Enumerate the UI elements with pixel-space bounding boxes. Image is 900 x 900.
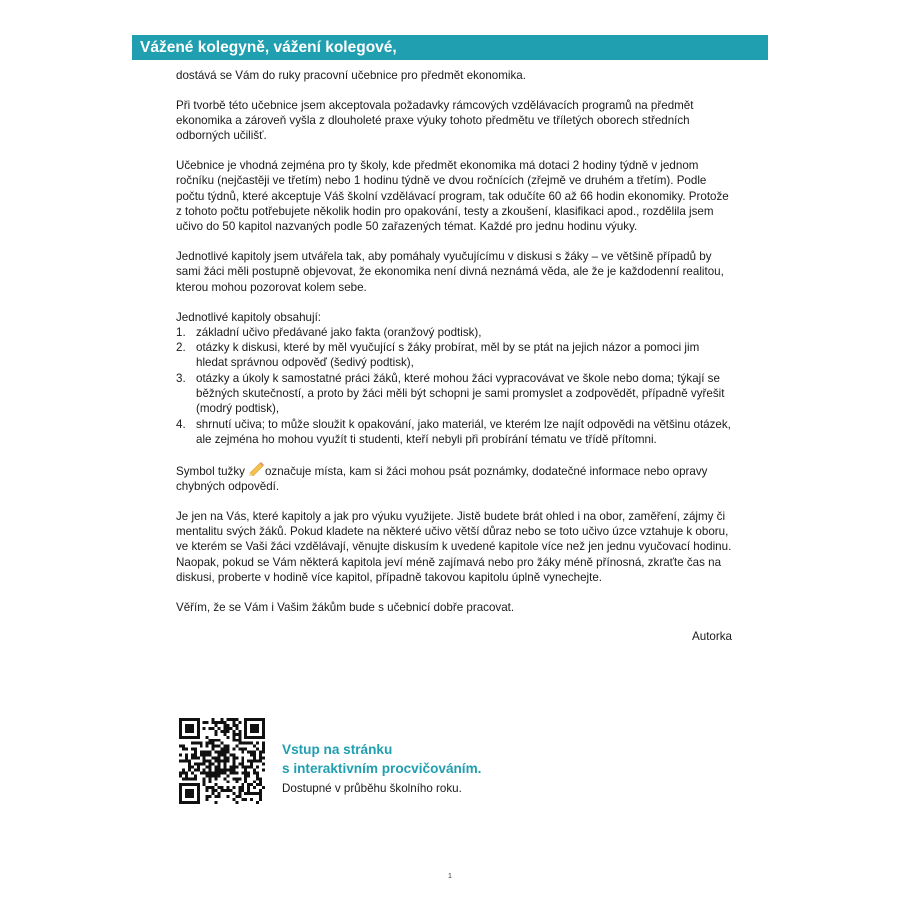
intro-paragraph: dostává se Vám do ruky pracovní učebnice pro předmět ekonomika. xyxy=(176,69,526,82)
pencil-symbol-paragraph xyxy=(176,462,732,495)
paragraph-1: Při tvorbě této učebnice jsem akceptovala požadavky rámcových vzdělávacích programů na předmět ekonomika a zároveň vyšla z dlouholeté praxe výuky tohoto předmětu ve tříletých oborech středních odborných učilišť. xyxy=(176,98,694,143)
page-title: Vážené kolegyně, vážení kolegové, xyxy=(140,39,397,56)
pencil-icon xyxy=(246,462,264,476)
list-item xyxy=(176,325,732,340)
qr-code-graphic xyxy=(179,718,265,804)
promo-title-line-2: s interaktivním procvičováním. xyxy=(282,761,482,776)
chapter-contents-list xyxy=(176,325,732,447)
list-item-text: otázky a úkoly k samostatné práci žáků, které mohou žáci vypracovávat ve škole nebo doma; týkají se běžných skutečností, a proto by žáci měli být schopni je sami promyslet a zodpovědět, případně vyřešit (modrý podtisk), xyxy=(196,371,725,416)
list-item-text: shrnutí učiva; to může sloužit k opakování, jako materiál, ve kterém lze najít odpovědi na většinu otázek, ale zejména ho mohou využít ti studenti, kteří nebyli při probírání tématu ve třídě přítomni. xyxy=(196,417,731,446)
list-item xyxy=(176,371,732,417)
list-item-text: základní učivo předávané jako fakta (oranžový podtisk), xyxy=(196,325,482,339)
symbol-text-before: Symbol tužky xyxy=(176,464,245,478)
promo-title-line-1: Vstup na stránku xyxy=(282,742,393,757)
symbol-text-after: označuje místa, kam si žáci mohou psát poznámky, dodatečné informace nebo opravy chybných odpovědí. xyxy=(176,464,708,494)
letter-body xyxy=(176,68,732,644)
list-item-number: 3. xyxy=(176,371,186,385)
interactive-practice-promo xyxy=(282,740,481,797)
paragraph-4: Je jen na Vás, které kapitoly a jak pro výuku využijete. Jistě budete brát ohled i na obor, zaměření, zájmy či mentalitu svých žáků. Pokud kladete na některé učivo větší důraz nebo se toto učivo úzce vztahuje k oboru, ve kterém se Vaši žáci vzdělávají, věnujte diskusím k uvedené kapitole více než jen jednu vyučovací hodinu. Naopak, pokud se Vám některá kapitola jeví méně zajímavá nebo pro žáky méně přínosná, zkraťte čas na diskusi, proberte v hodině více kapitol, případně takovou kapitolu úplně vynechejte. xyxy=(176,509,732,585)
signature: Autorka xyxy=(692,629,732,643)
page-number: 1 xyxy=(448,873,452,880)
promo-subtitle: Dostupné v průběhu školního roku. xyxy=(282,782,462,795)
list-item-number: 1. xyxy=(176,325,186,339)
list-intro: Jednotlivé kapitoly obsahují: xyxy=(176,310,322,324)
qr-code-icon[interactable] xyxy=(179,718,265,804)
list-item xyxy=(176,417,732,448)
list-item-number: 2. xyxy=(176,341,186,355)
closing-paragraph: Věřím, že se Vám i Vašim žákům bude s učebnicí dobře pracovat. xyxy=(176,600,515,614)
paragraph-3: Jednotlivé kapitoly jsem utvářela tak, aby pomáhaly vyučujícímu v diskusi s žáky – ve většině případů by sami žáci měli postupně objevovat, že ekonomika není divná neznámá věda, ale že je každodenní realitou, kterou mohou pozorovat kolem sebe. xyxy=(176,250,724,294)
header-banner xyxy=(132,35,768,60)
list-item-text: otázky k diskusi, které by měl vyučující s žáky probírat, měl by se ptát na jejich názor a pomoci jim hledat správnou odpověď (šedivý podtisk), xyxy=(196,341,700,370)
list-item-number: 4. xyxy=(176,417,186,431)
list-item xyxy=(176,340,732,371)
paragraph-2: Učebnice je vhodná zejména pro ty školy, kde předmět ekonomika má dotaci 2 hodiny týdně v jednom ročníku (nejčastěji ve třetím) nebo 1 hodinu týdně ve dvou ročnících (zřejmě ve druhém a třetím). Podle počtu týdnů, které akceptuje Váš školní vzdělávací program, tak odučíte 60 až 66 hodin ekonomiky. Protože z tohoto počtu potřebujete několik hodin pro opakování, testy a zkoušení, klasifikaci apod., rozdělila jsem učivo do 50 kapitol nazvaných podle 50 zařazených témat. Každé pro jednu hodinu výuky. xyxy=(176,159,729,234)
